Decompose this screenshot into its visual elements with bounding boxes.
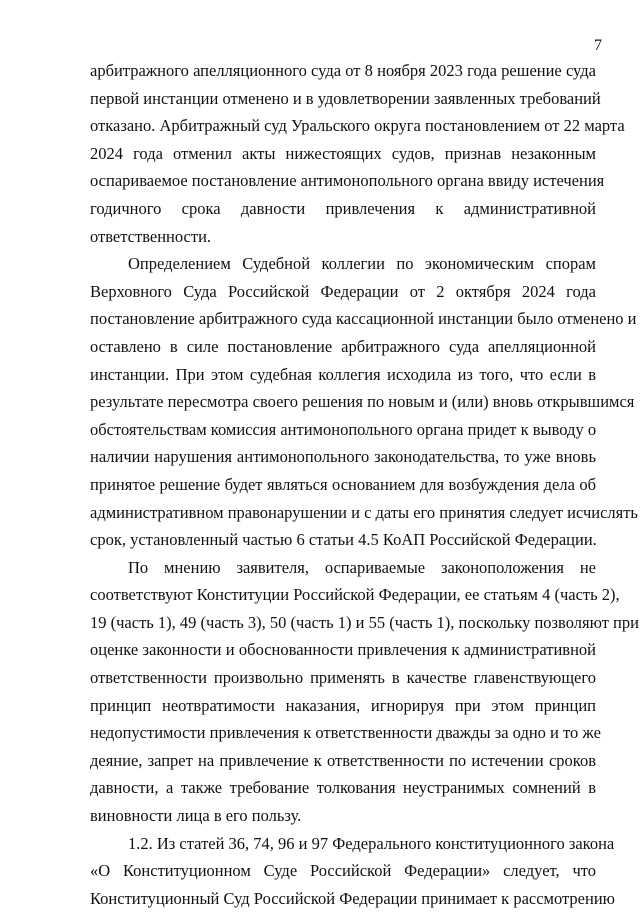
text-line: принятое решение будет являться основанием для возбуждения дела об xyxy=(90,474,596,494)
page-number: 7 xyxy=(594,37,602,54)
text-line: недопустимости привлечения к ответственности дважды за одно и то же xyxy=(90,723,601,743)
text-line: оставлено в силе постановление арбитражного суда апелляционной xyxy=(90,336,596,356)
text-line: результате пересмотра своего решения по новым и (или) вновь открывшимся xyxy=(90,392,635,412)
text-line: наличии нарушения антимонопольного законодательства, то уже вновь xyxy=(90,447,596,467)
text-line: «О Конституционном Суде Российской Федерации» следует, что xyxy=(90,861,596,881)
paragraph xyxy=(90,830,615,912)
text-line: Верховного Суда Российской Федерации от 2 октября 2024 года xyxy=(90,281,596,301)
paragraph xyxy=(90,57,625,250)
text-line: годичного срока давности привлечения к административной xyxy=(90,198,596,218)
text-line: виновности лица в его пользу. xyxy=(90,806,302,826)
text-line: оспариваемое постановление антимонопольного органа ввиду истечения xyxy=(90,171,605,191)
text-line: административном правонарушении и с даты его принятия следует исчислять xyxy=(90,502,638,522)
text-line: 1.2. Из статей 36, 74, 96 и 97 Федерального конституционного закона xyxy=(128,833,615,853)
text-line: инстанции. При этом судебная коллегия исходила из того, что если в xyxy=(90,364,596,384)
text-line: срок, установленный частью 6 статьи 4.5 КоАП Российской Федерации. xyxy=(90,530,597,550)
text-line: отказано. Арбитражный суд Уральского округа постановлением от 22 марта xyxy=(90,116,625,136)
text-line: ответственности. xyxy=(90,226,212,246)
paragraph xyxy=(90,554,639,830)
text-line: Определением Судебной коллегии по экономическим спорам xyxy=(128,254,596,274)
text-line: обстоятельствам комиссия антимонопольного органа придет к выводу о xyxy=(90,419,597,439)
text-line: Конституционный Суд Российской Федерации принимает к рассмотрению xyxy=(90,888,615,908)
text-line: принцип неотвратимости наказания, игнорируя при этом принцип xyxy=(90,695,596,715)
text-line: 19 (часть 1), 49 (часть 3), 50 (часть 1) и 55 (часть 1), поскольку позволяют при xyxy=(90,612,639,632)
paragraph xyxy=(90,250,638,554)
text-line: ответственности произвольно применять в качестве главенствующего xyxy=(90,668,596,688)
text-line: постановление арбитражного суда кассационной инстанции было отменено и xyxy=(90,309,637,329)
text-line: давности, а также требование толкования неустранимых сомнений в xyxy=(90,778,596,798)
text-line: 2024 года отменил акты нижестоящих судов, признав незаконным xyxy=(90,143,596,163)
text-line: первой инстанции отменено и в удовлетворении заявленных требований xyxy=(90,88,601,108)
document-body xyxy=(90,57,639,912)
text-line: соответствуют Конституции Российской Федерации, ее статьям 4 (часть 2), xyxy=(90,585,620,605)
text-line: оценке законности и обоснованности привлечения к административной xyxy=(90,640,596,660)
text-line: деяние, запрет на привлечение к ответственности по истечении сроков xyxy=(90,750,596,770)
text-line: арбитражного апелляционного суда от 8 ноября 2023 года решение суда xyxy=(90,61,596,80)
text-line: По мнению заявителя, оспариваемые законоположения не xyxy=(128,557,596,577)
